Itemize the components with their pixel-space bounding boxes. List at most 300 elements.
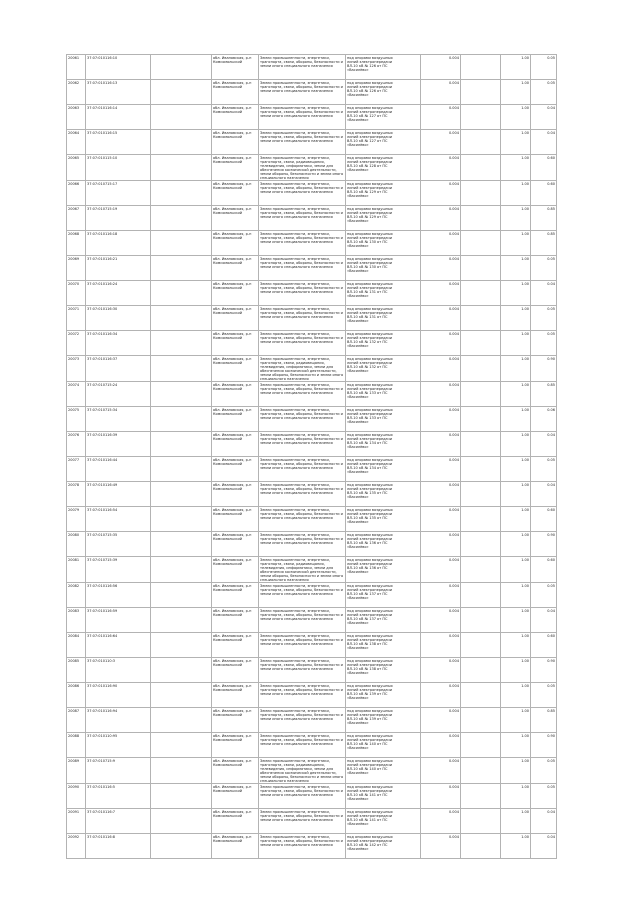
cell-id (67, 532, 86, 557)
cell-cadastral (86, 356, 151, 382)
cell-location (212, 834, 259, 859)
cell-value (531, 733, 557, 758)
cell-location (212, 708, 259, 733)
cell-value (531, 356, 557, 382)
cell-value (531, 608, 557, 633)
cell-cadastral (86, 758, 151, 784)
cell-text-purpose: под опорами воздушных линий электропередачи ВЛ-10 кВ № 134 от ПС «Василёво» (347, 458, 393, 474)
cell-area (421, 432, 461, 457)
cell-text-area: 0.004 (448, 257, 459, 261)
cell-location (212, 482, 259, 507)
cell-text-purpose: под опорами воздушных линий электропередачи ВЛ-10 кВ № 137 от ПС «Василёво» (347, 584, 393, 600)
cell-area (421, 231, 461, 256)
cell-text-category: Земли промышленности, энергетики, транспорта, связи, обороны, безопасности и земли иного специального назначения (260, 508, 343, 520)
cell-text-share: 1.00 (521, 584, 529, 588)
cell-text-area: 0.004 (448, 709, 459, 713)
table-row (67, 784, 557, 809)
table-row (67, 758, 557, 784)
cell-cadastral (86, 557, 151, 583)
cell-cadastral (86, 733, 151, 758)
cell-purpose (346, 206, 421, 231)
cell-text-area: 0.004 (448, 835, 459, 839)
cell-text-area: 0.004 (448, 634, 459, 638)
cell-share (501, 181, 531, 206)
cell-text-value: 0.60 (547, 182, 555, 186)
empty-cell (151, 683, 212, 708)
cell-id (67, 658, 86, 683)
cell-text-location: обл. Ивановская, р-н Комсомольский (213, 207, 252, 215)
cell-text-cadastral: 37:07:010116:34 (87, 332, 118, 336)
cell-text-id: 20063 (68, 106, 80, 110)
cell-text-category: Земли промышленности, энергетики, транспорта, связи, обороны, безопасности и земли иного специального назначения (260, 609, 343, 621)
empty-cell (151, 356, 212, 382)
cell-text-cadastral: 37:07:010116:15 (87, 131, 118, 135)
table-row (67, 356, 557, 382)
cell-text-cadastral: 37:07:010116:10 (87, 56, 118, 60)
cell-purpose (346, 331, 421, 356)
cell-text-category: Земли промышленности, энергетики, транспорта, связи, радиовещания, телевидения, информатики, земли для обеспечения космической деятельности, земли обороны, безопасности и земли иного специального назначения (260, 759, 344, 782)
empty-cell (151, 758, 212, 784)
table-row (67, 683, 557, 708)
cell-value (531, 809, 557, 834)
empty-cell (461, 482, 501, 507)
table-row (67, 583, 557, 608)
cell-text-category: Земли промышленности, энергетики, транспорта, связи, обороны, безопасности и земли иного специального назначения (260, 634, 343, 646)
cell-cadastral (86, 658, 151, 683)
cell-cadastral (86, 306, 151, 331)
cell-value (531, 633, 557, 658)
cell-text-area: 0.004 (448, 734, 459, 738)
cell-text-location: обл. Ивановская, р-н Комсомольский (213, 106, 252, 114)
cell-value (531, 432, 557, 457)
cell-text-area: 0.004 (448, 458, 459, 462)
cell-text-cadastral: 37:07:010715:17 (87, 182, 118, 186)
table-row (67, 557, 557, 583)
cell-category (259, 482, 346, 507)
cell-text-area: 0.004 (448, 609, 459, 613)
cell-text-share: 1.00 (521, 785, 529, 789)
cell-text-area: 0.004 (448, 56, 459, 60)
empty-cell (151, 658, 212, 683)
empty-cell (461, 532, 501, 557)
cell-cadastral (86, 80, 151, 105)
cell-area (421, 382, 461, 407)
cell-area (421, 809, 461, 834)
cell-area (421, 658, 461, 683)
cell-text-purpose: под опорами воздушных линий электропередачи ВЛ-10 кВ № 131 от ПС «Василёво» (347, 307, 393, 323)
cell-cadastral (86, 55, 151, 80)
cell-purpose (346, 432, 421, 457)
cell-purpose (346, 55, 421, 80)
cell-id (67, 432, 86, 457)
cell-text-location: обл. Ивановская, р-н Комсомольский (213, 659, 252, 667)
cell-text-cadastral: 37:07:010116:44 (87, 458, 118, 462)
cell-text-location: обл. Ивановская, р-н Комсомольский (213, 810, 252, 818)
cell-purpose (346, 130, 421, 155)
cell-text-location: обл. Ивановская, р-н Комсомольский (213, 709, 252, 717)
cell-text-share: 1.00 (521, 508, 529, 512)
cell-text-area: 0.004 (448, 408, 459, 412)
cell-text-id: 20092 (68, 835, 80, 839)
empty-cell (151, 256, 212, 281)
cell-area (421, 482, 461, 507)
table-row (67, 608, 557, 633)
empty-cell (151, 281, 212, 306)
cell-text-value: 0.05 (547, 307, 555, 311)
cell-category (259, 181, 346, 206)
cell-id (67, 507, 86, 532)
cell-text-value: 0.05 (547, 81, 555, 85)
cell-text-area: 0.004 (448, 508, 459, 512)
cell-area (421, 407, 461, 432)
cell-category (259, 55, 346, 80)
cell-text-share: 1.00 (521, 810, 529, 814)
cell-category (259, 784, 346, 809)
cell-text-category: Земли промышленности, энергетики, транспорта, связи, обороны, безопасности и земли иного специального назначения (260, 433, 343, 445)
cell-text-cadastral: 37:07:010715:19 (87, 207, 118, 211)
cell-location (212, 281, 259, 306)
cell-text-cadastral: 37:07:010715:24 (87, 383, 118, 387)
cell-text-purpose: под опорами воздушных линий электропередачи ВЛ-10 кВ № 130 от ПС «Василёво» (347, 232, 393, 248)
cell-text-share: 1.00 (521, 659, 529, 663)
empty-cell (461, 758, 501, 784)
cell-text-area: 0.004 (448, 533, 459, 537)
cell-text-share: 1.00 (521, 835, 529, 839)
cell-text-id: 20081 (68, 558, 80, 562)
cell-text-id: 20074 (68, 383, 80, 387)
cell-text-area: 0.004 (448, 332, 459, 336)
cell-cadastral (86, 784, 151, 809)
cell-area (421, 633, 461, 658)
cell-category (259, 130, 346, 155)
empty-cell (461, 256, 501, 281)
cell-text-share: 1.00 (521, 533, 529, 537)
empty-cell (151, 608, 212, 633)
cell-cadastral (86, 708, 151, 733)
cell-text-value: 0.60 (547, 634, 555, 638)
cell-purpose (346, 356, 421, 382)
cell-text-category: Земли промышленности, энергетики, транспорта, связи, обороны, безопасности и земли иного специального назначения (260, 232, 343, 244)
cell-value (531, 181, 557, 206)
cell-location (212, 457, 259, 482)
cell-text-share: 1.00 (521, 709, 529, 713)
cell-value (531, 382, 557, 407)
cell-text-cadastral: 37:07:010116:37 (87, 357, 118, 361)
table-sheet (66, 54, 557, 859)
cell-text-area: 0.004 (448, 659, 459, 663)
cell-share (501, 583, 531, 608)
cell-location (212, 105, 259, 130)
cell-text-id: 20065 (68, 156, 80, 160)
cell-text-value: 0.04 (547, 609, 555, 613)
cell-share (501, 557, 531, 583)
cell-text-area: 0.004 (448, 307, 459, 311)
cell-text-cadastral: 37:07:010116:54 (87, 508, 118, 512)
cell-text-location: обл. Ивановская, р-н Комсомольский (213, 282, 252, 290)
cell-id (67, 758, 86, 784)
cell-text-share: 1.00 (521, 282, 529, 286)
cell-text-id: 20088 (68, 734, 80, 738)
cell-location (212, 306, 259, 331)
cell-category (259, 809, 346, 834)
cell-category (259, 583, 346, 608)
cell-text-location: обл. Ивановская, р-н Комсомольский (213, 156, 252, 164)
land-register-table (66, 54, 557, 859)
cell-id (67, 407, 86, 432)
cell-location (212, 80, 259, 105)
cell-text-category: Земли промышленности, энергетики, транспорта, связи, обороны, безопасности и земли иного специального назначения (260, 483, 343, 495)
cell-text-category: Земли промышленности, энергетики, транспорта, связи, обороны, безопасности и земли иного специального назначения (260, 734, 343, 746)
cell-area (421, 834, 461, 859)
cell-cadastral (86, 683, 151, 708)
cell-value (531, 231, 557, 256)
cell-value (531, 784, 557, 809)
cell-text-category: Земли промышленности, энергетики, транспорта, связи, радиовещания, телевидения, информатики, земли для обеспечения космической деятельности, земли обороны, безопасности и земли иного специального назначения (260, 558, 344, 581)
cell-text-share: 1.00 (521, 483, 529, 487)
cell-text-cadastral: 37:07:010116:5 (87, 785, 116, 789)
cell-location (212, 758, 259, 784)
cell-location (212, 256, 259, 281)
cell-text-purpose: под опорами воздушных линий электропередачи ВЛ-10 кВ № 137 от ПС «Василёво» (347, 609, 393, 625)
cell-text-category: Земли промышленности, энергетики, транспорта, связи, радиовещания, телевидения, информатики, земли для обеспечения космической деятельности, земли обороны, безопасности и земли иного специального назначения (260, 156, 344, 179)
cell-cadastral (86, 633, 151, 658)
cell-id (67, 708, 86, 733)
cell-text-share: 1.00 (521, 558, 529, 562)
cell-area (421, 758, 461, 784)
cell-text-value: 0.90 (547, 533, 555, 537)
cell-purpose (346, 834, 421, 859)
cell-location (212, 181, 259, 206)
cell-text-category: Земли промышленности, энергетики, транспорта, связи, обороны, безопасности и земли иного специального назначения (260, 659, 343, 671)
cell-text-value: 0.85 (547, 383, 555, 387)
cell-purpose (346, 708, 421, 733)
cell-category (259, 382, 346, 407)
cell-text-id: 20073 (68, 357, 80, 361)
cell-share (501, 55, 531, 80)
cell-text-cadastral: 37:07:010116:24 (87, 282, 118, 286)
cell-purpose (346, 583, 421, 608)
cell-value (531, 758, 557, 784)
cell-cadastral (86, 155, 151, 181)
cell-cadastral (86, 256, 151, 281)
cell-text-value: 0.85 (547, 709, 555, 713)
cell-cadastral (86, 834, 151, 859)
cell-text-value: 0.60 (547, 156, 555, 160)
cell-text-id: 20087 (68, 709, 80, 713)
cell-id (67, 557, 86, 583)
cell-location (212, 658, 259, 683)
cell-area (421, 708, 461, 733)
cell-id (67, 155, 86, 181)
table-row (67, 532, 557, 557)
cell-text-location: обл. Ивановская, р-н Комсомольский (213, 609, 252, 617)
cell-text-value: 0.04 (547, 483, 555, 487)
cell-value (531, 130, 557, 155)
cell-share (501, 608, 531, 633)
empty-cell (461, 608, 501, 633)
cell-text-purpose: под опорами воздушных линий электропередачи ВЛ-10 кВ № 131 от ПС «Василёво» (347, 282, 393, 298)
cell-cadastral (86, 206, 151, 231)
cell-purpose (346, 105, 421, 130)
cell-share (501, 683, 531, 708)
empty-cell (151, 532, 212, 557)
cell-value (531, 105, 557, 130)
empty-cell (461, 55, 501, 80)
cell-value (531, 507, 557, 532)
table-row (67, 331, 557, 356)
cell-cadastral (86, 608, 151, 633)
cell-text-cadastral: 37:07:010116:13 (87, 81, 118, 85)
cell-purpose (346, 532, 421, 557)
empty-cell (461, 331, 501, 356)
cell-id (67, 809, 86, 834)
empty-cell (461, 683, 501, 708)
cell-text-id: 20067 (68, 207, 80, 211)
empty-cell (461, 105, 501, 130)
cell-share (501, 784, 531, 809)
cell-category (259, 834, 346, 859)
cell-text-category: Земли промышленности, энергетики, транспорта, связи, обороны, безопасности и земли иного специального назначения (260, 207, 343, 219)
cell-text-id: 20090 (68, 785, 80, 789)
cell-text-location: обл. Ивановская, р-н Комсомольский (213, 785, 252, 793)
table-row (67, 130, 557, 155)
cell-cadastral (86, 231, 151, 256)
cell-id (67, 55, 86, 80)
cell-text-location: обл. Ивановская, р-н Комсомольский (213, 257, 252, 265)
cell-value (531, 557, 557, 583)
cell-text-share: 1.00 (521, 232, 529, 236)
cell-text-category: Земли промышленности, энергетики, транспорта, связи, обороны, безопасности и земли иного специального назначения (260, 709, 343, 721)
cell-text-area: 0.004 (448, 433, 459, 437)
cell-text-id: 20076 (68, 433, 80, 437)
cell-text-purpose: под опорами воздушных линий электропередачи ВЛ-10 кВ № 130 от ПС «Василёво» (347, 257, 393, 273)
cell-area (421, 507, 461, 532)
table-row (67, 55, 557, 80)
empty-cell (461, 80, 501, 105)
cell-text-purpose: под опорами воздушных линий электропередачи ВЛ-10 кВ № 128 от ПС «Василёво» (347, 156, 393, 172)
cell-location (212, 507, 259, 532)
cell-text-cadastral: 37:07:010715:9 (87, 759, 116, 763)
cell-cadastral (86, 507, 151, 532)
empty-cell (461, 557, 501, 583)
cell-text-location: обл. Ивановская, р-н Комсомольский (213, 81, 252, 89)
cell-text-id: 20078 (68, 483, 80, 487)
cell-text-purpose: под опорами воздушных линий электропередачи ВЛ-10 кВ № 127 от ПС «Василёво» (347, 131, 393, 147)
cell-category (259, 80, 346, 105)
cell-id (67, 608, 86, 633)
table-row (67, 708, 557, 733)
cell-text-cadastral: 37:07:010110:3 (87, 659, 116, 663)
cell-text-id: 20080 (68, 533, 80, 537)
cell-purpose (346, 281, 421, 306)
cell-location (212, 331, 259, 356)
cell-text-value: 0.85 (547, 232, 555, 236)
cell-text-cadastral: 37:07:010715:34 (87, 408, 118, 412)
cell-cadastral (86, 130, 151, 155)
cell-text-id: 20083 (68, 609, 80, 613)
cell-value (531, 482, 557, 507)
cell-text-cadastral: 37:07:010116:64 (87, 634, 118, 638)
cell-share (501, 80, 531, 105)
table-row (67, 733, 557, 758)
cell-area (421, 683, 461, 708)
empty-cell (461, 356, 501, 382)
cell-text-location: обл. Ивановская, р-н Комсомольский (213, 307, 252, 315)
empty-cell (461, 809, 501, 834)
cell-id (67, 206, 86, 231)
cell-text-category: Земли промышленности, энергетики, транспорта, связи, обороны, безопасности и земли иного специального назначения (260, 684, 343, 696)
empty-cell (461, 155, 501, 181)
cell-text-id: 20061 (68, 56, 80, 60)
table-row (67, 105, 557, 130)
cell-category (259, 105, 346, 130)
cell-id (67, 105, 86, 130)
empty-cell (461, 281, 501, 306)
cell-text-purpose: под опорами воздушных линий электропередачи ВЛ-10 кВ № 133 от ПС «Василёво» (347, 383, 393, 399)
cell-text-category: Земли промышленности, энергетики, транспорта, связи, обороны, безопасности и земли иного специального назначения (260, 56, 343, 68)
cell-cadastral (86, 457, 151, 482)
cell-area (421, 155, 461, 181)
cell-text-location: обл. Ивановская, р-н Комсомольский (213, 684, 252, 692)
cell-id (67, 130, 86, 155)
cell-text-cadastral: 37:07:010116:30 (87, 307, 118, 311)
cell-category (259, 281, 346, 306)
cell-text-location: обл. Ивановская, р-н Комсомольский (213, 508, 252, 516)
cell-text-id: 20089 (68, 759, 80, 763)
cell-area (421, 281, 461, 306)
cell-text-value: 0.90 (547, 734, 555, 738)
cell-purpose (346, 507, 421, 532)
cell-text-purpose: под опорами воздушных линий электропередачи ВЛ-10 кВ № 139 от ПС «Василёво» (347, 684, 393, 700)
cell-cadastral (86, 407, 151, 432)
cell-category (259, 557, 346, 583)
table-row (67, 281, 557, 306)
cell-text-area: 0.004 (448, 232, 459, 236)
cell-location (212, 633, 259, 658)
cell-id (67, 80, 86, 105)
cell-category (259, 331, 346, 356)
cell-text-location: обл. Ивановская, р-н Комсомольский (213, 408, 252, 416)
cell-text-purpose: под опорами воздушных линий электропередачи ВЛ-10 кВ № 132 от ПС «Василёво» (347, 357, 393, 373)
cell-text-purpose: под опорами воздушных линий электропередачи ВЛ-10 кВ № 139 от ПС «Василёво» (347, 709, 393, 725)
cell-text-id: 20079 (68, 508, 80, 512)
cell-text-id: 20077 (68, 458, 80, 462)
cell-text-category: Земли промышленности, энергетики, транспорта, связи, обороны, безопасности и земли иного специального назначения (260, 408, 343, 420)
cell-text-value: 0.04 (547, 131, 555, 135)
cell-text-share: 1.00 (521, 81, 529, 85)
cell-text-purpose: под опорами воздушных линий электропередачи ВЛ-10 кВ № 134 от ПС «Василёво» (347, 433, 393, 449)
cell-text-purpose: под опорами воздушных линий электропередачи ВЛ-10 кВ № 138 от ПС «Василёво» (347, 634, 393, 650)
cell-text-share: 1.00 (521, 257, 529, 261)
cell-location (212, 809, 259, 834)
cell-share (501, 231, 531, 256)
cell-category (259, 356, 346, 382)
cell-text-area: 0.004 (448, 182, 459, 186)
cell-location (212, 608, 259, 633)
cell-text-purpose: под опорами воздушных линий электропередачи ВЛ-10 кВ № 136 от ПС «Василёво» (347, 558, 393, 574)
cell-purpose (346, 557, 421, 583)
empty-cell (151, 181, 212, 206)
cell-id (67, 306, 86, 331)
cell-value (531, 55, 557, 80)
cell-text-cadastral: 37:07:010116:59 (87, 609, 118, 613)
cell-category (259, 432, 346, 457)
cell-text-share: 1.00 (521, 307, 529, 311)
cell-category (259, 206, 346, 231)
cell-text-share: 1.00 (521, 106, 529, 110)
cell-text-share: 1.00 (521, 433, 529, 437)
cell-location (212, 532, 259, 557)
